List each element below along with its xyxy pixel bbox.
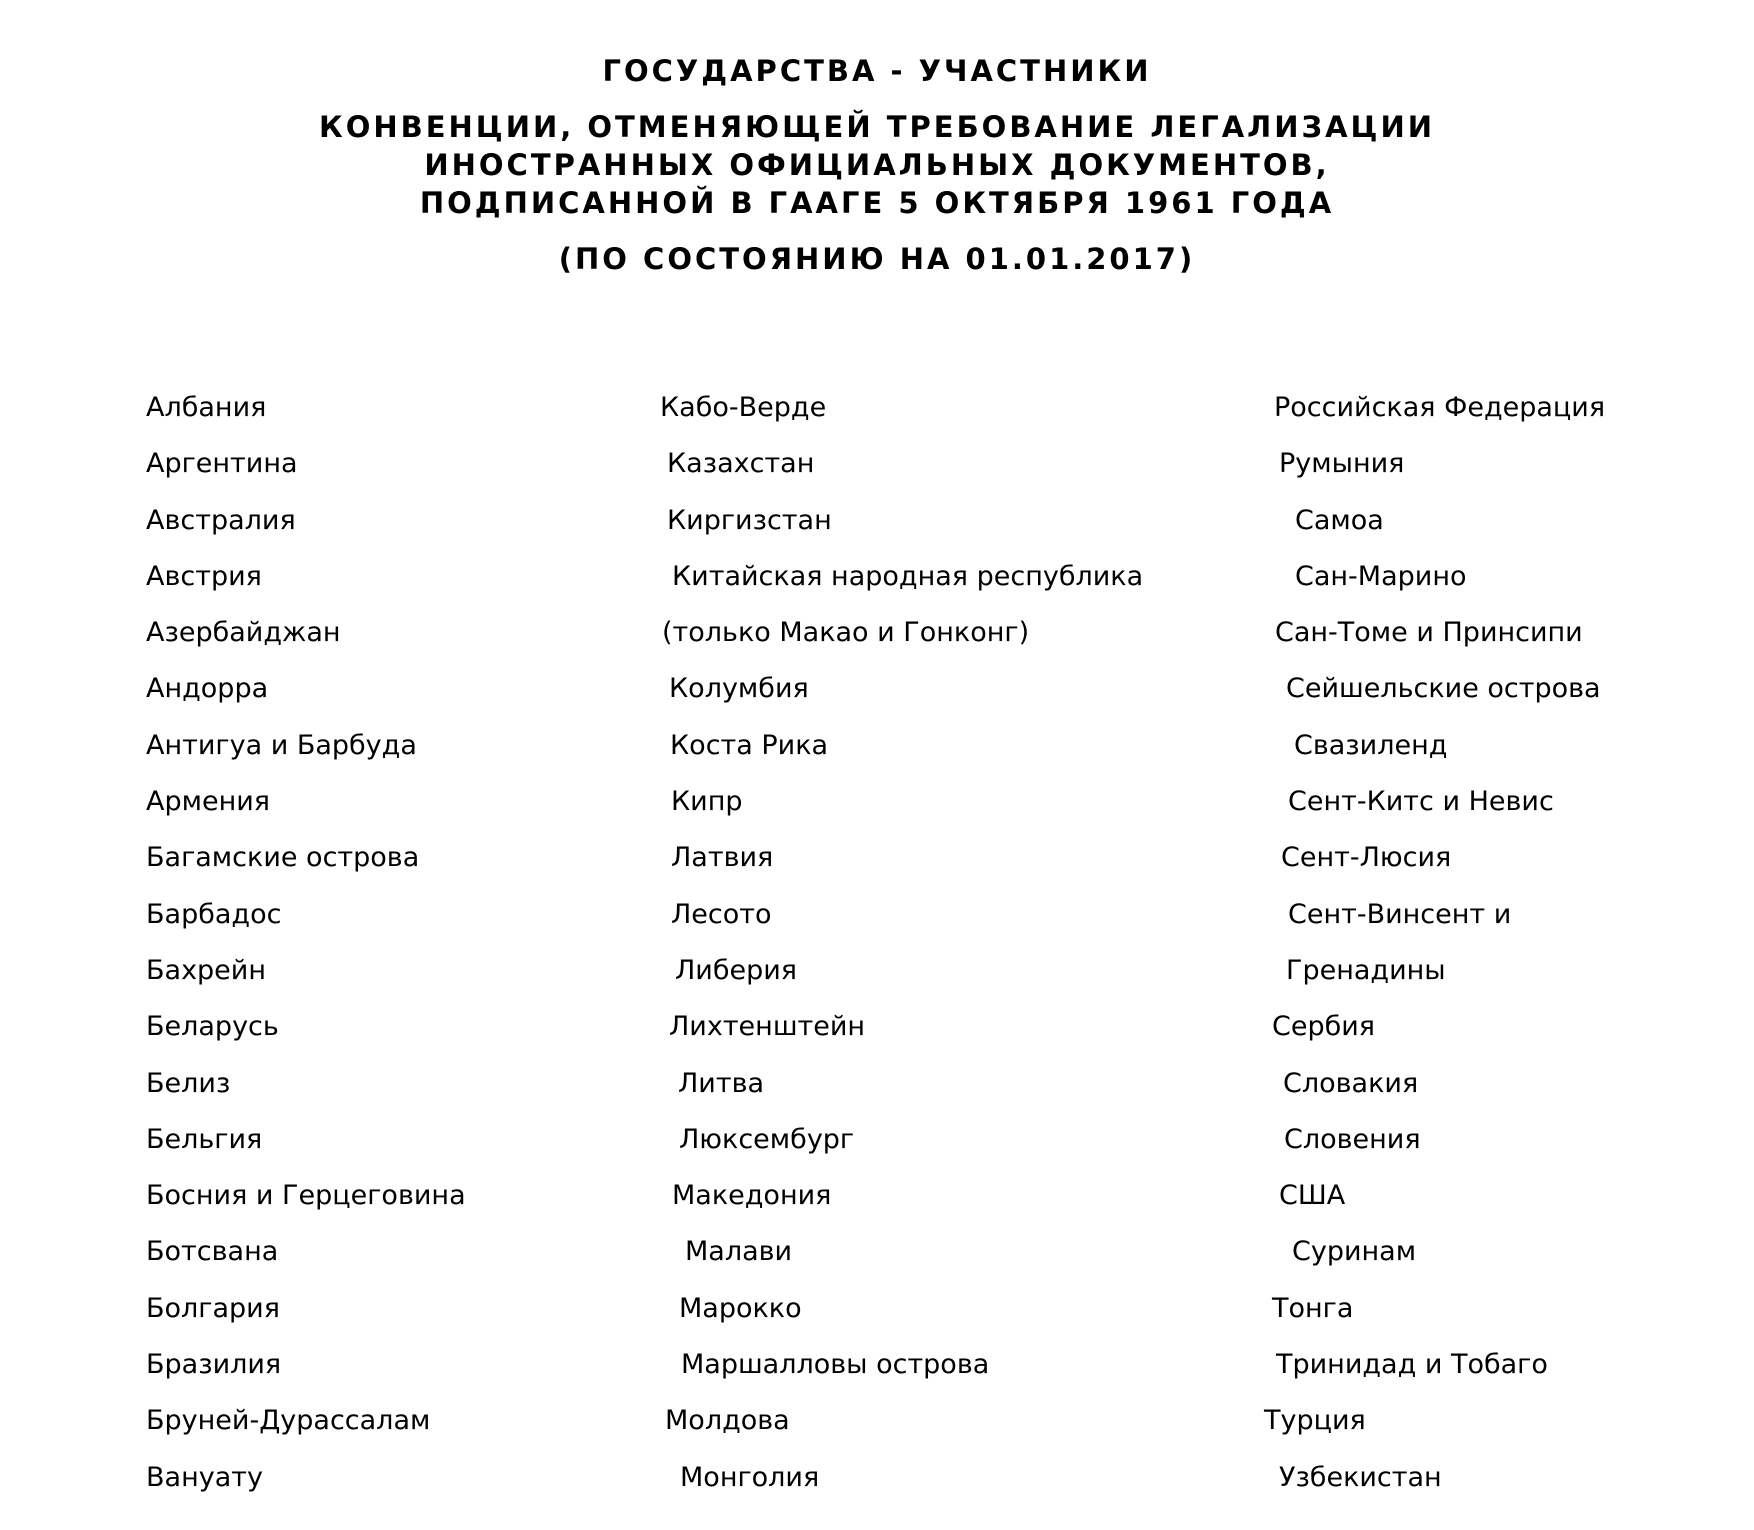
document-date-note: (ПО СОСТОЯНИЮ НА 01.01.2017): [558, 242, 1196, 276]
list-item: Бразилия: [146, 1349, 282, 1381]
list-item: Латвия: [671, 842, 774, 874]
list-item: Гренадины: [1286, 954, 1446, 986]
list-item: Белиз: [146, 1067, 231, 1099]
document-subtitle-line-3: ПОДПИСАННОЙ В ГААГЕ 5 ОКТЯБРЯ 1961 ГОДА: [419, 186, 1335, 220]
list-item: Австрия: [146, 560, 262, 592]
list-item: Сан-Томе и Принсипи: [1275, 617, 1583, 649]
list-item: Лесото: [671, 898, 772, 930]
list-item: Сент-Винсент и: [1288, 898, 1512, 930]
list-item: Словения: [1284, 1123, 1421, 1155]
list-item: Азербайджан: [146, 617, 341, 649]
list-item: Андорра: [146, 673, 269, 705]
list-item: Бруней-Дурассалам: [146, 1405, 431, 1437]
list-item: Албания: [146, 392, 267, 423]
list-item: Сент-Китс и Невис: [1288, 786, 1554, 818]
country-column-2: [660, 380, 1144, 1506]
list-item: Монголия: [680, 1461, 820, 1493]
list-item: Австралия: [146, 504, 296, 536]
list-item: Свазиленд: [1294, 729, 1448, 761]
list-item: Молдова: [665, 1405, 790, 1437]
document-subtitle-line-1: КОНВЕНЦИИ, ОТМЕНЯЮЩЕЙ ТРЕБОВАНИЕ ЛЕГАЛИЗАЦИИ: [318, 110, 1435, 144]
list-item: Тринидад и Тобаго: [1276, 1349, 1548, 1381]
list-item: Словакия: [1283, 1067, 1419, 1099]
country-column-1: [146, 380, 466, 1506]
list-item: Киргизстан: [667, 504, 832, 536]
list-item: Македония: [672, 1180, 832, 1212]
list-item: Барбадос: [146, 898, 282, 930]
list-item: Кипр: [671, 786, 743, 818]
list-item: Суринам: [1292, 1236, 1417, 1268]
list-item: Антигуа и Барбуда: [146, 729, 417, 761]
list-item: Китайская народная республика: [672, 560, 1144, 592]
list-item: Бельгия: [146, 1123, 263, 1155]
list-item: Аргентина: [146, 448, 298, 480]
country-column-3: [1264, 380, 1606, 1506]
list-item: Литва: [678, 1067, 765, 1099]
list-item: Коста Рика: [670, 729, 829, 761]
list-item: Болгария: [146, 1292, 280, 1324]
list-item: Самоа: [1295, 504, 1384, 536]
document-subtitle-line-2: ИНОСТРАННЫХ ОФИЦИАЛЬНЫХ ДОКУМЕНТОВ,: [424, 148, 1330, 182]
list-item: Лихтенштейн: [669, 1011, 866, 1043]
list-item: Сан-Марино: [1295, 560, 1467, 592]
list-item: Казахстан: [667, 448, 815, 480]
list-item: Люксембург: [679, 1123, 855, 1155]
list-item: Бахрейн: [146, 954, 266, 986]
list-item: Сербия: [1272, 1011, 1376, 1043]
list-item: Румыния: [1279, 448, 1405, 480]
list-item: Либерия: [675, 954, 798, 986]
list-item: Сент-Люсия: [1281, 842, 1452, 874]
list-item: Багамские острова: [146, 842, 420, 874]
list-item: Босния и Герцеговина: [146, 1180, 466, 1212]
list-item: Вануату: [146, 1461, 263, 1493]
list-item: Ботсвана: [146, 1236, 279, 1268]
list-item: Малави: [685, 1236, 793, 1268]
list-item: Российская Федерация: [1274, 392, 1606, 423]
list-item: Кабо-Верде: [660, 392, 827, 423]
list-item: Беларусь: [146, 1011, 279, 1043]
list-item: Сейшельские острова: [1286, 673, 1601, 705]
list-item: Узбекистан: [1279, 1461, 1442, 1493]
list-item: Турция: [1264, 1405, 1366, 1437]
list-item: Армения: [146, 786, 271, 818]
list-item: Тонга: [1272, 1292, 1354, 1324]
list-item: (только Макао и Гонконг): [662, 617, 1030, 649]
list-item: Колумбия: [669, 673, 809, 705]
list-item: Марокко: [679, 1292, 802, 1324]
document-title: ГОСУДАРСТВА - УЧАСТНИКИ: [602, 54, 1152, 88]
list-item: Маршалловы острова: [681, 1349, 990, 1381]
list-item: США: [1279, 1180, 1346, 1212]
